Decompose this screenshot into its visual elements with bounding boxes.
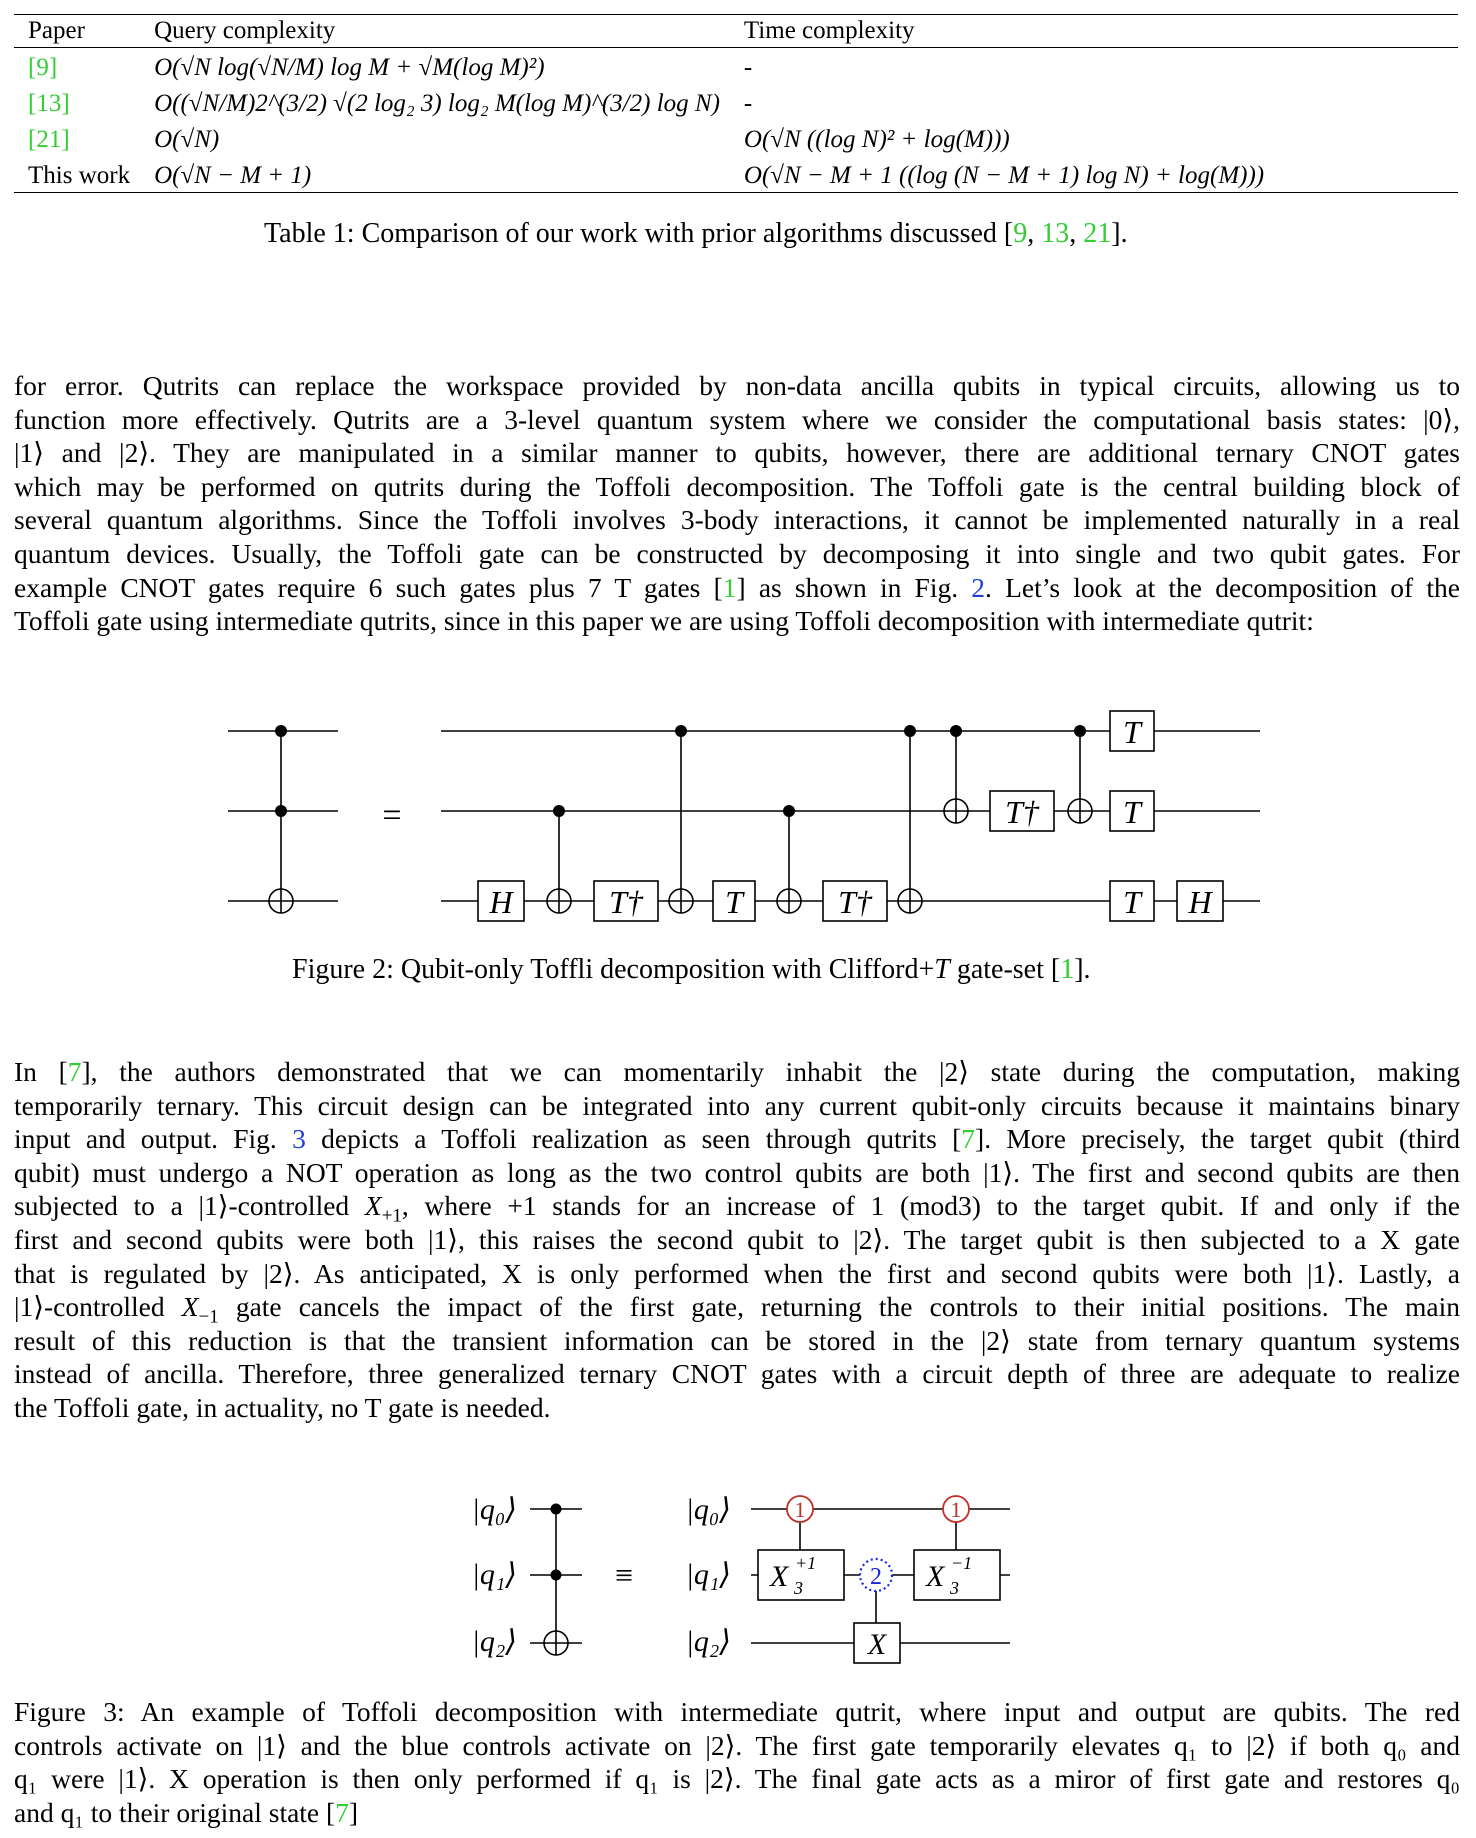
paragraph-qutrits <box>14 369 1460 638</box>
text: , where +1 stands for an increase of 1 (mod3) to the target qubit. If and only if the <box>401 1190 1460 1222</box>
text-line: quantum devices. Usually, the Toffoli gate can be constructed by decomposing it into single and two qubit gates. For <box>14 537 1460 569</box>
caption-text: ]. <box>1111 218 1128 249</box>
text: subjected to a |1⟩-controlled <box>14 1190 365 1222</box>
text: and q₁ to their original state [ <box>14 1796 336 1828</box>
cell-paper: This work <box>28 162 131 189</box>
paragraph-qutrit-toffoli <box>14 1055 1460 1425</box>
cite-link[interactable]: 1 <box>722 571 737 603</box>
equals-sign: = <box>382 797 402 834</box>
text-line <box>14 1189 1460 1227</box>
gate-tdag: T† <box>609 884 643 920</box>
header-paper: Paper <box>28 17 85 44</box>
text-line <box>14 1796 1460 1830</box>
text-line: several quantum algorithms. Since the Toffoli involves 3-body interactions, it cannot be implemented naturally in a real <box>14 504 1460 536</box>
figure-2-circuit <box>0 700 1476 930</box>
ket-q0: |q₀⟩ <box>471 1493 517 1526</box>
text-line: instead of ancilla. Therefore, three generalized ternary CNOT gates with a circuit depth of three are adequate to realize <box>14 1358 1460 1390</box>
text-line: the Toffoli gate, in actuality, no T gate is needed. <box>14 1391 551 1423</box>
caption-text: Figure 2: Qubit-only Toffli decomposition with Clifford+ <box>292 954 935 985</box>
gate-tdag: T† <box>1005 794 1039 830</box>
text: example CNOT gates require 6 such gates plus 7 T gates [ <box>14 571 723 603</box>
table-row <box>14 120 1458 156</box>
ket-q2: |q₂⟩ <box>471 1625 517 1658</box>
control-dot <box>551 1570 562 1581</box>
math-sub: +1 <box>381 1205 402 1227</box>
table-row <box>14 48 1458 85</box>
ket-q1: |q₁⟩ <box>471 1558 517 1591</box>
gate-x: X <box>867 1628 887 1661</box>
cite-link[interactable]: 1 <box>1060 954 1075 985</box>
cite-link[interactable]: 9 <box>1013 218 1028 249</box>
text: ], the authors demonstrated that we can momentarily inhabit the |2⟩ state during the computation, making <box>81 1056 1460 1087</box>
caption-math: T <box>934 954 950 985</box>
gate-t: T <box>1123 884 1141 920</box>
figure-3-caption <box>14 1695 1460 1829</box>
cite-link[interactable]: 13 <box>1041 218 1070 249</box>
text: ] <box>348 1796 359 1828</box>
cell-time: - <box>743 54 753 81</box>
text-line: temporarily ternary. This circuit design can be integrated into any current qubit-only circuits because it maintains binary <box>14 1089 1460 1121</box>
gate-h: H <box>1188 884 1212 920</box>
text-line: |1⟩ and |2⟩. They are manipulated in a similar manner to qubits, however, there are additional ternary CNOT gates <box>14 437 1460 469</box>
cite-link[interactable]: 7 <box>335 1796 349 1828</box>
text: |1⟩-controlled <box>14 1291 182 1323</box>
control-dot <box>553 805 565 817</box>
gate-t: T <box>725 884 743 920</box>
gate-x-minus: X <box>926 1560 945 1593</box>
gate-x-plus: X <box>770 1560 789 1593</box>
gate-x-minus-sub: 3 <box>950 1578 959 1598</box>
ket-q2: |q₂⟩ <box>685 1625 731 1658</box>
gate-h: H <box>489 884 513 920</box>
text-line <box>14 1290 1460 1328</box>
cell-paper[interactable]: [21] <box>28 126 70 153</box>
math-x: X <box>181 1291 199 1323</box>
cell-query: O((√N/M)2^(3/2) √(2 log₂ 3) log₂ M(log M)^(3/2) log N) <box>154 90 720 117</box>
gate-x-minus-sup: −1 <box>951 1553 973 1573</box>
text-line: controls activate on |1⟩ and the blue controls activate on |2⟩. The first gate temporarily elevates q₁ to |2⟩ if both q₀ and <box>14 1729 1460 1761</box>
control-dot <box>904 725 916 737</box>
table-header-row <box>14 15 1458 48</box>
text-line: which may be performed on qutrits during the Toffoli decomposition. The Toffoli gate is the central building block of <box>14 470 1460 502</box>
red-control-label: 1 <box>950 1497 962 1522</box>
table-caption: Table 1: Comparison of our work with prior algorithms discussed [9, 13, 21]. <box>264 218 1128 249</box>
ket-q0: |q₀⟩ <box>685 1493 731 1526</box>
text: In [ <box>14 1056 68 1087</box>
control-dot <box>275 725 287 737</box>
text-line: for error. Qutrits can replace the workspace provided by non-data ancilla qubits in typical circuits, allowing us to <box>14 370 1460 401</box>
gate-x-plus-sup: +1 <box>795 1553 817 1573</box>
figure-ref-link[interactable]: 3 <box>292 1123 306 1155</box>
header-time: Time complexity <box>743 17 915 44</box>
table-row <box>14 84 1458 120</box>
text-line: Toffoli gate using intermediate qutrits, since in this paper we are using Toffoli decomposition with intermediate qutrit: <box>14 605 1314 637</box>
red-control-label: 1 <box>794 1497 806 1522</box>
caption-text: Table 1: Comparison of our work with prior algorithms discussed [ <box>264 218 1014 249</box>
header-query: Query complexity <box>154 17 336 44</box>
text-line <box>14 571 1460 605</box>
text-line: function more effectively. Qutrits are a 3-level quantum system where we consider the computational basis states: |0⟩, <box>14 403 1460 435</box>
text: ]. More precisely, the target qubit (third <box>975 1123 1461 1155</box>
cell-paper[interactable]: [9] <box>28 54 58 81</box>
cell-query: O(√N log(√N/M) log M + √M(log M)²) <box>154 54 545 81</box>
text-line: first and second qubits were both |1⟩, this raises the second qubit to |2⟩. The target qubit is then subjected to a X gate <box>14 1223 1460 1255</box>
text-line <box>14 1055 1460 1089</box>
control-dot <box>675 725 687 737</box>
text: gate cancels the impact of the first gate, returning the controls to their initial positions. The main <box>218 1291 1460 1323</box>
text: ] as shown in Fig. <box>736 571 972 603</box>
comparison-table <box>14 14 1458 193</box>
cell-time: O(√N − M + 1 ((log (N − M + 1) log N) + log(M))) <box>743 162 1265 189</box>
gate-t: T <box>1123 794 1141 830</box>
gate-t: T <box>1123 714 1141 750</box>
caption-text: ]. <box>1074 954 1091 985</box>
figure-ref-link[interactable]: 2 <box>971 571 986 603</box>
math-x: X <box>364 1190 382 1222</box>
text-line <box>14 1122 1460 1156</box>
ket-q1: |q₁⟩ <box>685 1558 731 1591</box>
control-dot <box>1074 725 1086 737</box>
caption-text: gate-set [ <box>949 954 1061 985</box>
text: input and output. Fig. <box>14 1123 293 1155</box>
text: depicts a Toffoli realization as seen through qutrits [ <box>305 1123 962 1155</box>
gate-x-plus-sub: 3 <box>794 1578 803 1598</box>
cell-time: - <box>743 90 753 117</box>
cite-link[interactable]: 7 <box>67 1056 82 1087</box>
cite-link[interactable]: 7 <box>961 1123 976 1155</box>
control-dot <box>950 725 962 737</box>
cite-link[interactable]: 21 <box>1083 218 1112 249</box>
cell-query: O(√N) <box>154 126 220 153</box>
blue-control-label: 2 <box>870 1564 882 1590</box>
cell-time: O(√N ((log N)² + log(M))) <box>743 126 1010 153</box>
text-line: that is regulated by |2⟩. As anticipated, X is only performed when the first and second qubits were both |1⟩. Lastly, a <box>14 1257 1460 1289</box>
gate-tdag: T† <box>838 884 872 920</box>
math-sub: −1 <box>198 1306 219 1328</box>
equiv-sign: ≡ <box>614 1557 634 1593</box>
figure-2-caption <box>292 954 1091 986</box>
control-dot <box>783 805 795 817</box>
cell-paper[interactable]: [13] <box>28 90 70 117</box>
control-dot <box>275 805 287 817</box>
control-dot <box>551 1504 562 1515</box>
figure-3-circuit <box>0 1480 1476 1670</box>
cell-query: O(√N − M + 1) <box>154 162 312 189</box>
text-line: Figure 3: An example of Toffoli decomposition with intermediate qutrit, where input and output are qubits. The red <box>14 1696 1460 1727</box>
text: . Let’s look at the decomposition of the <box>985 571 1461 603</box>
table-row <box>14 156 1458 193</box>
text-line: q₁ were |1⟩. X operation is then only performed if q₁ is |2⟩. The final gate acts as a miror of first gate and restores q₀ <box>14 1763 1460 1795</box>
text-line: result of this reduction is that the transient information can be stored in the |2⟩ state from ternary quantum systems <box>14 1324 1460 1356</box>
text-line: qubit) must undergo a NOT operation as long as the two control qubits are both |1⟩. The first and second qubits are then <box>14 1156 1460 1188</box>
